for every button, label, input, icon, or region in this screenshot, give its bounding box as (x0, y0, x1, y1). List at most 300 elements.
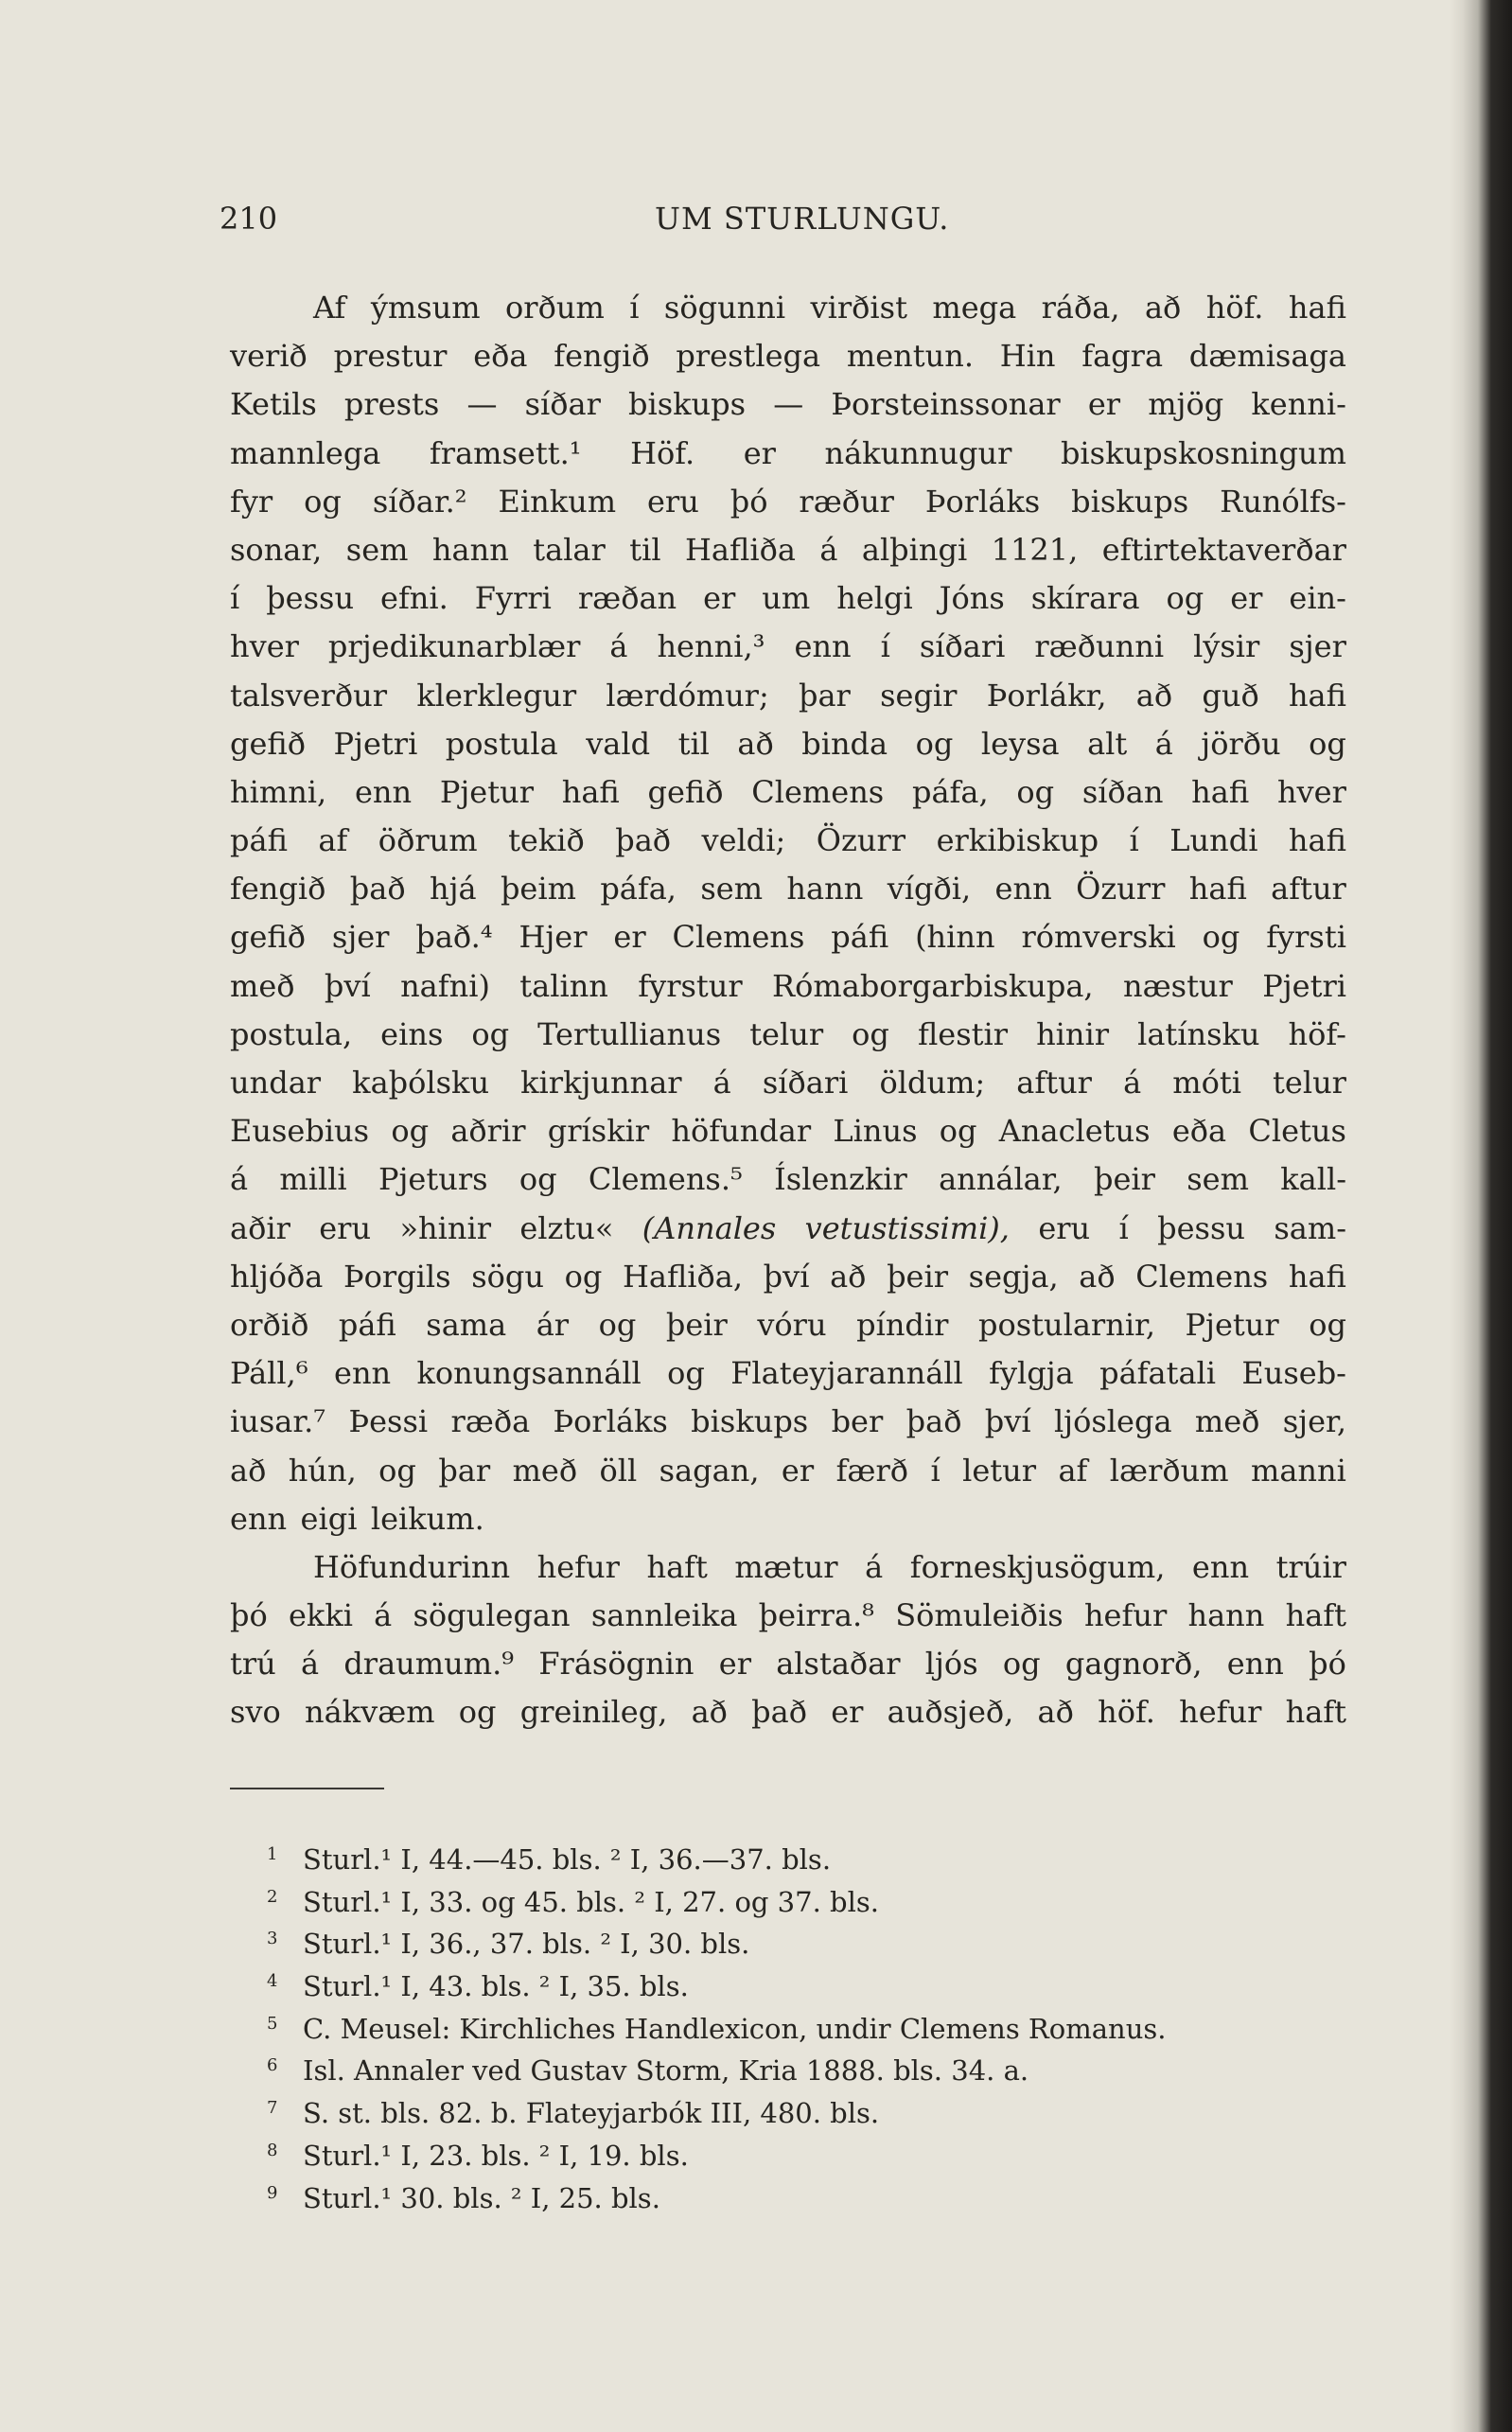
word: ljós (924, 1646, 978, 1683)
word: enn (354, 773, 413, 810)
word: nafni) (400, 967, 490, 1004)
word: höf. (1098, 1694, 1155, 1731)
word: sögu (471, 1258, 544, 1295)
word: að (1037, 1694, 1074, 1731)
word: af (1058, 1452, 1088, 1489)
word: og (667, 1355, 705, 1392)
word: er (781, 1452, 815, 1489)
word: trúir (1275, 1548, 1346, 1585)
word: orðum (505, 290, 605, 326)
word: höf. (1205, 290, 1264, 326)
word: páfi (831, 919, 889, 956)
word: aðrir (450, 1113, 526, 1150)
word: telur (749, 1015, 824, 1052)
word: og (915, 725, 954, 762)
word: auðsjeð, (887, 1694, 1014, 1731)
word: Pjetur (1185, 1306, 1279, 1343)
word: leikum. (370, 1500, 484, 1537)
word: nákunnugur (824, 434, 1012, 471)
word: píndir (856, 1306, 949, 1343)
text-line (230, 478, 1346, 526)
word: mjög (1148, 386, 1224, 423)
word: á (230, 1161, 249, 1198)
word: leysa (980, 725, 1060, 762)
word: er (1087, 386, 1121, 423)
word: efni. (380, 580, 448, 617)
text-line (230, 574, 1346, 623)
word: fylgja (989, 1355, 1074, 1392)
word: þó (730, 483, 768, 520)
word: að (1144, 290, 1182, 326)
word: næstur (1122, 967, 1233, 1004)
word: og (471, 1015, 510, 1052)
word: og (1309, 1306, 1346, 1343)
footnote-number: 4 (267, 1971, 278, 1992)
text-line (230, 1543, 1346, 1592)
word: eða (473, 338, 528, 375)
word: jörðu (1201, 725, 1281, 762)
word: guð (1202, 677, 1259, 714)
word: Þorsteinssonar (831, 386, 1061, 423)
word: Frásögnin (538, 1646, 694, 1683)
word: til (629, 531, 661, 568)
word: og (1016, 773, 1055, 810)
word: hafi (1288, 677, 1346, 714)
word: ráða, (1041, 290, 1120, 326)
word: sögulegan (413, 1597, 571, 1634)
word: Flateyjarannáll (730, 1355, 963, 1392)
word: ræður (799, 483, 894, 520)
word: Tertullianus (537, 1015, 722, 1052)
word: er (613, 919, 646, 956)
word: tekið (508, 822, 585, 859)
word: fengið (230, 871, 326, 908)
word: Eusebius (230, 1113, 370, 1150)
word: páfatali (1099, 1355, 1216, 1392)
footnote-number: 3 (267, 1929, 278, 1949)
text-line (230, 1155, 1346, 1204)
text-line (230, 1349, 1346, 1398)
word: gagnorð, (1064, 1646, 1203, 1683)
word: er (1230, 580, 1263, 617)
word: sem (1187, 1161, 1249, 1198)
word: að (830, 1258, 867, 1295)
word: til (677, 725, 710, 762)
word: og (519, 1161, 557, 1198)
word: og (1309, 725, 1346, 762)
footnote (267, 1877, 1308, 1919)
word: ræða (450, 1403, 531, 1440)
word: hefur (536, 1548, 620, 1585)
word: virðist (810, 290, 907, 326)
word: þeirra.⁸ (758, 1597, 874, 1634)
word: og (1002, 1646, 1041, 1683)
word: lýsir (1193, 628, 1260, 665)
word: og (304, 483, 342, 520)
footnote-text: S. st. bls. 82. b. Flateyjarbók III, 480. bls. (303, 2097, 880, 2130)
text-line (230, 817, 1346, 865)
word: (Annales (642, 1209, 777, 1246)
word: orðið (230, 1306, 309, 1343)
word: sjer (1289, 628, 1346, 665)
footnote (267, 2003, 1308, 2046)
text-line (230, 284, 1346, 332)
word: enn (1226, 1646, 1284, 1683)
word: Ketils (230, 386, 317, 423)
word: mega (932, 290, 1017, 326)
word: og (598, 1306, 637, 1343)
word: og (564, 1258, 603, 1295)
word: að (230, 1452, 267, 1489)
word: telur (1273, 1065, 1346, 1101)
word: Pjeturs (378, 1161, 488, 1198)
word: eins (380, 1015, 444, 1052)
footnote-number: 6 (267, 2055, 278, 2076)
word: fagra (1081, 338, 1164, 375)
footnote (267, 2173, 1308, 2215)
word: páfa, (911, 773, 989, 810)
word: færð (835, 1452, 909, 1489)
footnote (267, 2088, 1308, 2130)
text-line (230, 623, 1346, 671)
word: í (1118, 1209, 1129, 1246)
word: draumum.⁹ (343, 1646, 515, 1683)
word: Clemens.⁵ (588, 1161, 743, 1198)
word: binda (801, 725, 888, 762)
word: Rómaborgarbiskupa, (772, 967, 1094, 1004)
word: að (1135, 677, 1173, 714)
word: þeir (887, 1258, 949, 1295)
word: iusar.⁷ (230, 1403, 326, 1440)
word: enn (230, 1500, 288, 1537)
word: þeir (1094, 1161, 1155, 1198)
word: prestur (333, 338, 448, 375)
footnote (267, 1918, 1308, 1961)
word: alt (1087, 725, 1128, 762)
word: aðir (230, 1209, 290, 1246)
word: móti (1172, 1065, 1241, 1101)
text-line (230, 768, 1346, 817)
word: ekki (288, 1597, 353, 1634)
footnote-number: 8 (267, 2140, 278, 2160)
word: því (763, 1258, 810, 1295)
word: hafi (1288, 822, 1346, 859)
word: Euseb- (1241, 1355, 1346, 1392)
word: framsett.¹ (429, 434, 582, 471)
word: mentun. (846, 338, 974, 375)
word: letur (962, 1452, 1037, 1489)
word: öðrum (378, 822, 478, 859)
word: í (629, 290, 640, 326)
word: á (301, 1646, 320, 1683)
word: ræðan (577, 580, 677, 617)
text-line (230, 1447, 1346, 1495)
footnote-number: 1 (267, 1844, 278, 1864)
word: síðari (762, 1065, 849, 1101)
word: kirkjunnar (520, 1065, 682, 1101)
footnote-text: Sturl.¹ 30. bls. ² I, 25. bls. (303, 2181, 660, 2214)
word: eru (1038, 1209, 1091, 1246)
word: af (318, 822, 348, 859)
word: þó (230, 1597, 268, 1634)
word: Fyrri (474, 580, 552, 617)
word: þessu (1157, 1209, 1245, 1246)
word: síðar (524, 386, 601, 423)
word: sagan, (659, 1452, 760, 1489)
word: prests (343, 386, 440, 423)
word: á (1123, 1065, 1142, 1101)
word: talinn (519, 967, 608, 1004)
word: hafi (1191, 773, 1250, 810)
text-line (230, 865, 1346, 913)
word: Lundi (1169, 822, 1258, 859)
word: haft (646, 1548, 708, 1585)
word: Pjetri (333, 725, 418, 762)
word: vald (586, 725, 651, 762)
text-line (230, 430, 1346, 478)
word: prjedikunarblær (327, 628, 581, 665)
word: hann (1187, 1597, 1265, 1634)
word: mannlega (230, 434, 381, 471)
word: Þorgils (343, 1258, 451, 1295)
word: latínsku (1137, 1015, 1260, 1052)
word: er (718, 1646, 751, 1683)
word: þeim (500, 871, 576, 908)
word: manni (1251, 1452, 1346, 1489)
word: forneskjusögum, (909, 1548, 1166, 1585)
word: fyrsti (1266, 919, 1346, 956)
word: Özurr (1076, 871, 1166, 908)
footnote-text: Sturl.¹ I, 23. bls. ² I, 19. bls. (303, 2139, 689, 2172)
word: trú (230, 1646, 276, 1683)
text-line (230, 1011, 1346, 1059)
word: kall- (1280, 1161, 1346, 1198)
word: nákvæm (304, 1694, 435, 1731)
word: um (762, 580, 811, 617)
word: postularnir, (977, 1306, 1155, 1343)
word: aftur (1016, 1065, 1092, 1101)
footnote-number: 2 (267, 1886, 278, 1907)
word: konungsannáll (416, 1355, 642, 1392)
word: sannleika (590, 1597, 738, 1634)
word: því (984, 1403, 1031, 1440)
word: enn (794, 628, 852, 665)
word: lærðum (1109, 1452, 1229, 1489)
word: hver (1276, 773, 1346, 810)
word: Þessi (348, 1403, 429, 1440)
word: Þorláks (553, 1403, 668, 1440)
text-line (230, 1059, 1346, 1107)
book-spine-shadow (1450, 0, 1512, 2432)
word: þar (798, 677, 851, 714)
word: Af (313, 290, 346, 326)
word: aftur (1271, 871, 1346, 908)
word: páfi (230, 822, 288, 859)
word: sögunni (663, 290, 786, 326)
word: Cletus (1248, 1113, 1346, 1150)
word: hann (431, 531, 509, 568)
word: Clemens (1135, 1258, 1269, 1295)
text-line (230, 913, 1346, 961)
word: Clemens (672, 919, 805, 956)
word: og (852, 1015, 889, 1052)
word: sem (700, 871, 764, 908)
word: og (458, 1694, 497, 1731)
word: er (703, 580, 736, 617)
word: elztu« (519, 1209, 614, 1246)
footnote-text: Sturl.¹ I, 33. og 45. bls. ² I, 27. og 37. bls. (303, 1885, 879, 1918)
word: 1121, (991, 531, 1079, 568)
page-number: 210 (220, 201, 278, 237)
word: hinir (1036, 1015, 1110, 1052)
word: á (819, 531, 838, 568)
word: Höf. (630, 434, 695, 471)
word: vóru (757, 1306, 827, 1343)
footnote (267, 2130, 1308, 2173)
footnote-text: Sturl.¹ I, 43. bls. ² I, 35. bls. (303, 1970, 689, 2003)
word: á (609, 628, 628, 665)
footnote-text: Isl. Annaler ved Gustav Storm, Kria 1888. bls. 34. a. (303, 2054, 1029, 2088)
word: Clemens (751, 773, 885, 810)
word: prestlega (676, 338, 821, 375)
text-line (230, 1592, 1346, 1640)
word: og (391, 1113, 430, 1150)
word: að (691, 1694, 728, 1731)
word: Hjer (519, 919, 588, 956)
word: síðar.² (372, 483, 467, 520)
word: flestir (917, 1015, 1009, 1052)
word: á (865, 1548, 884, 1585)
text-line (230, 1688, 1346, 1736)
word: páfi (338, 1306, 396, 1343)
word: Runólfs- (1220, 483, 1346, 520)
word: undar (230, 1065, 322, 1101)
word: hljóða (230, 1258, 324, 1295)
word: í (880, 628, 890, 665)
word: biskups (1071, 483, 1189, 520)
word: í (1129, 822, 1139, 859)
word: alþingi (861, 531, 968, 568)
word: sonar, (230, 531, 323, 568)
word: höf- (1288, 1015, 1346, 1052)
word: ein- (1289, 580, 1346, 617)
word: og (378, 1452, 416, 1489)
word: hefur (1083, 1597, 1168, 1634)
word: eru (319, 1209, 372, 1246)
word: postula (445, 725, 558, 762)
word: öldum; (879, 1065, 986, 1101)
text-line (230, 332, 1346, 380)
word: vetustissimi), (804, 1209, 1010, 1246)
word: Anacletus (998, 1113, 1151, 1150)
footnote-separator (230, 1788, 384, 1789)
word: erkibiskup (936, 822, 1099, 859)
word: með (230, 967, 295, 1004)
page-header (220, 201, 1336, 248)
body-text (230, 284, 1346, 1737)
word: biskups (628, 386, 747, 423)
word: sem (345, 531, 409, 568)
word: enn (1191, 1548, 1250, 1585)
word: svo (230, 1694, 281, 1731)
word: mætur (734, 1548, 838, 1585)
text-line (230, 380, 1346, 429)
word: ljóslega (1053, 1403, 1172, 1440)
word: Pjetri (1262, 967, 1346, 1004)
word: ár (536, 1306, 570, 1343)
word: talar (533, 531, 606, 568)
footnote (267, 1961, 1308, 2003)
text-line (230, 1495, 1346, 1543)
word: á (1154, 725, 1173, 762)
word: er (743, 434, 776, 471)
word: Özurr (816, 822, 906, 859)
footnote-number: 5 (267, 2013, 278, 2034)
word: kenni- (1251, 386, 1346, 423)
word: hafi (1288, 1258, 1346, 1295)
word: Linus (833, 1113, 918, 1150)
word: haft (1285, 1694, 1346, 1731)
word: ýmsum (370, 290, 481, 326)
word: fyrstur (638, 967, 743, 1004)
word: grískir (547, 1113, 650, 1150)
word: hefur (1179, 1694, 1262, 1731)
word: dæmisaga (1188, 338, 1346, 375)
word: höfundar (671, 1113, 812, 1150)
text-line (230, 1107, 1346, 1155)
word: annálar, (939, 1161, 1063, 1198)
word: hafi (1288, 290, 1346, 326)
word: Hin (999, 338, 1056, 375)
word: því (324, 967, 371, 1004)
text-line (230, 1205, 1346, 1253)
word: á (712, 1065, 731, 1101)
footnote-number: 7 (267, 2098, 278, 2119)
word: eigi (300, 1500, 358, 1537)
word: — (466, 386, 498, 423)
word: »hinir (399, 1209, 491, 1246)
word: öll (599, 1452, 638, 1489)
word: alstaðar (776, 1646, 901, 1683)
word: Sömuleiðis (895, 1597, 1064, 1634)
word: páfa, (600, 871, 677, 908)
word: hafi (1188, 871, 1247, 908)
word: himni, (230, 773, 327, 810)
word: Hafliða (685, 531, 796, 568)
word: og (1166, 580, 1204, 617)
word: í (230, 580, 240, 617)
word: Pjetur (439, 773, 534, 810)
word: síðari (919, 628, 1006, 665)
word: segir (880, 677, 958, 714)
word: það (349, 871, 406, 908)
word: — (773, 386, 804, 423)
word: á (374, 1597, 393, 1634)
word: eða (1171, 1113, 1227, 1150)
word: er (831, 1694, 864, 1731)
text-line (230, 720, 1346, 768)
word: sama (426, 1306, 507, 1343)
word: að (1079, 1258, 1116, 1295)
word: veldi; (701, 822, 786, 859)
word: þó (1309, 1646, 1346, 1683)
word: hann (786, 871, 864, 908)
footnote-number: 9 (267, 2182, 278, 2203)
word: þeir (665, 1306, 728, 1343)
word: Einkum (498, 483, 617, 520)
word: það (751, 1694, 807, 1731)
footnote-text: C. Meusel: Kirchliches Handlexicon, undir Clemens Romanus. (303, 2012, 1167, 2045)
